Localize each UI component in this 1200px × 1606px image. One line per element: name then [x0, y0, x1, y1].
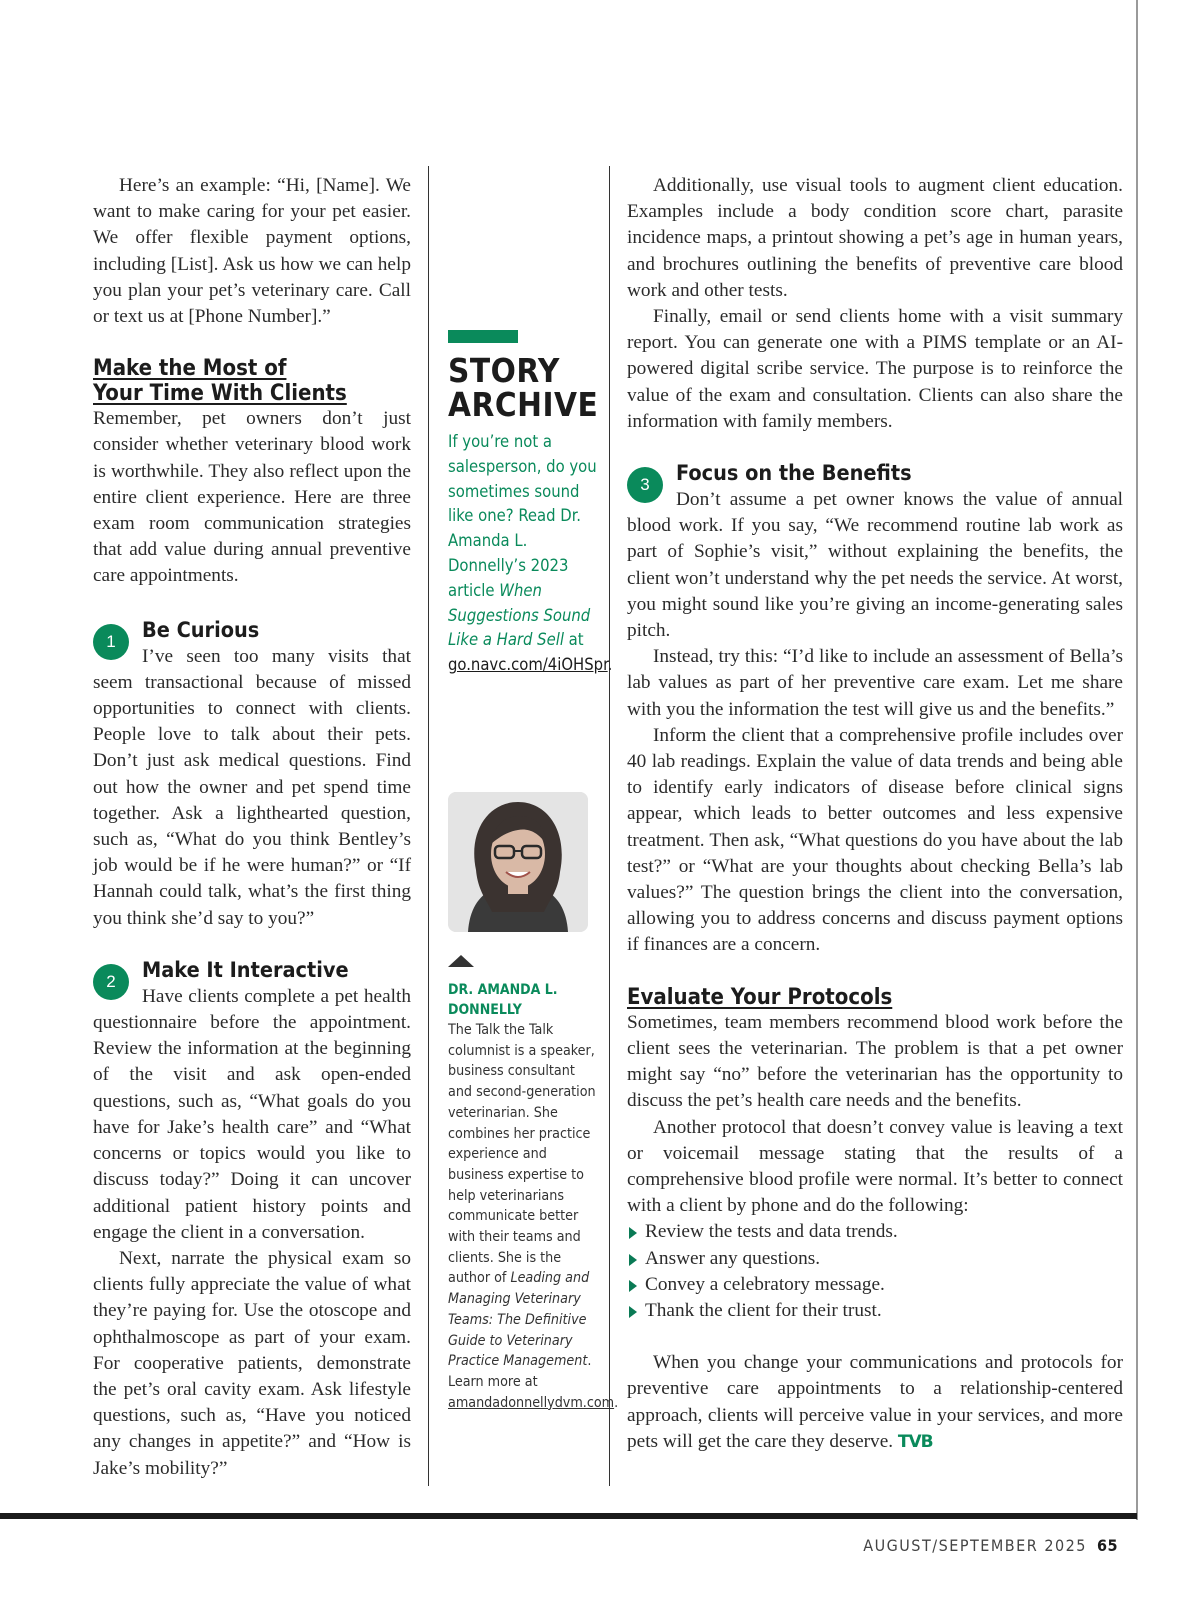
section-heading-evaluate-protocols: Evaluate Your Protocols — [627, 984, 893, 1010]
tip-2-continuation: Next, narrate the physical exam so clients fully appreciate the value of what they’re paying for. Use the otoscope and ophthalmoscope as part of your exam. For cooperative patients, demonstrate the pet’s oral cavity exam. Ask lifestyle questions, such as, “Have you noticed any changes in appetite?” and “How is Jake’s mobility?” — [93, 1247, 411, 1479]
left-column — [93, 173, 411, 1482]
section2-paragraph-2: Another protocol that doesn’t convey value is leaving a text or voicemail message stating that the results of a comprehensive blood profile were normal. It’s better to connect with a client by phone and do the following: — [627, 1116, 1123, 1217]
triangle-bullet-icon — [629, 1227, 637, 1239]
triangle-bullet-icon — [629, 1306, 637, 1318]
section1-paragraph: Remember, pet owners don’t just consider whether veterinary blood work is worthwhile. They also reflect upon the entire client experience. Here are three exam room communication strategies that add value during annual preventive care appointments. — [93, 408, 411, 587]
tip-2 — [93, 958, 411, 1246]
list-item — [627, 1272, 1123, 1298]
list-item — [627, 1298, 1123, 1324]
bio-mid: . Learn more at — [448, 1353, 592, 1390]
column-divider-left — [428, 166, 429, 1486]
list-item — [627, 1246, 1123, 1272]
list-item — [627, 1219, 1123, 1245]
tip-text: Don’t assume a pet owner knows the value of annual blood work. If you say, “We recommend routine lab work as part of Sophie’s visit,” without explaining the benefits, the client won’t understand why the pet needs the service. At worst, you might sound like you’re giving an income-generating sales pitch. — [627, 489, 1123, 642]
page-footer — [863, 1536, 1118, 1555]
section-heading-line1: Make the Most of — [93, 356, 287, 382]
list-item-text: Review the tests and data trends. — [645, 1221, 898, 1243]
teaser-at: at — [563, 630, 584, 650]
intro-paragraph: Here’s an example: “Hi, [Name]. We want to make caring for your pet easier. We offer flexible payment options, including [List]. Ask us how we can help you plan your pet’s veterinary care. Call or text us at [Phone Number].” — [93, 175, 411, 328]
closing-text: When you change your communications and protocols for preventive care appointments to a relationship-centered approach, clients will perceive value in your services, and more pets will get the care they deserve. — [627, 1352, 1123, 1452]
author-name: DR. AMANDA L. DONNELLY — [448, 982, 558, 1018]
bio-book-title: Leading and Managing Veterinary Teams: The Definitive Guide to Veterinary Practice Management — [448, 1270, 590, 1370]
sidebar-title-line1: STORY — [448, 351, 560, 390]
tip-3-continuation-2: Inform the client that a comprehensive profile includes over 40 lab readings. Explain the value of data trends and being able to identify early indicators of disease before clinical signs appear, which leads to better outcomes and less expensive treatment. Then ask, “What questions do you have about the lab test?” or “What are your thoughts about checking Bella’s lab values?” The question brings the client into the conversation, allowing you to address concerns and discuss payment options if finances are a concern. — [627, 724, 1123, 956]
right-paragraph-2: Finally, email or send clients home with a visit summary report. You can generate one with a PIMS template or an AI-powered digital scribe service. The purpose is to reinforce the value of the exam and consultation. Clients can also share the information with family members. — [627, 306, 1123, 432]
teaser-link[interactable]: go.navc.com/4iOHSpr — [448, 655, 608, 675]
teaser-end: . — [607, 655, 613, 675]
sidebar-title-line2: ARCHIVE — [448, 385, 599, 424]
tip-number-badge: 1 — [93, 624, 129, 660]
tip-text: Have clients complete a pet health questionnaire before the appointment. Review the information at the beginning of the visit and ask open-ended questions, such as, “What goals do you have for Jake’s health care” and “What concerns or topics would you like to discuss today?” Doing it can uncover additional patient history points and engage the client in a conversation. — [93, 985, 411, 1243]
tip-title: Focus on the Benefits — [676, 461, 912, 487]
section2-paragraph-1: Sometimes, team members recommend blood work before the client sees the veterinarian. The problem is that a pet owner might say “no” before the veterinarian has the opportunity to discuss the pet’s health care needs and the benefits. — [627, 1011, 1123, 1112]
issue-date: AUGUST/SEPTEMBER 2025 — [863, 1536, 1087, 1555]
sidebar-title — [448, 351, 608, 424]
list-item-text: Answer any questions. — [645, 1247, 821, 1269]
tip-title: Make It Interactive — [142, 957, 349, 983]
page-edge-rule — [1136, 0, 1138, 1520]
photo-caret-icon — [448, 955, 474, 967]
tip-3 — [627, 461, 1123, 644]
section-heading-make-the-most — [93, 356, 411, 406]
author-portrait-illustration — [448, 792, 588, 932]
page-number: 65 — [1096, 1536, 1118, 1555]
author-bio — [448, 1020, 619, 1413]
triangle-bullet-icon — [629, 1254, 637, 1266]
story-archive-sidebar — [448, 0, 619, 1480]
bio-link[interactable]: amandadonnellydvm.com — [448, 1394, 615, 1411]
follow-up-checklist — [627, 1219, 1123, 1324]
list-item-text: Thank the client for their trust. — [645, 1299, 882, 1321]
tip-number-badge: 2 — [93, 964, 129, 1000]
sidebar-teaser — [448, 430, 613, 678]
column-divider-right — [609, 166, 610, 1486]
teaser-lead: If you’re not a salesperson, do you sometimes sound like one? Read Dr. Amanda L. Donnelly’s 2023 article — [448, 432, 597, 600]
footer-rule — [0, 1513, 1137, 1519]
triangle-bullet-icon — [629, 1280, 637, 1292]
bio-lead: The Talk the Talk columnist is a speaker, business consultant and second-generation veterinarian. She combines her practice experience and business expertise to help veterinarians communicate better with their teams and clients. She is the author of — [448, 1022, 596, 1287]
right-paragraph-1: Additionally, use visual tools to augment client education. Examples include a body condition score chart, parasite incidence maps, a printout showing a pet’s age in human years, and brochures outlining the benefits of preventive care blood work and other tests. — [627, 175, 1123, 301]
tip-number-badge: 3 — [627, 467, 663, 503]
sidebar-accent-bar — [448, 330, 518, 343]
teaser-article-title: When Suggestions Sound Like a Hard Sell — [448, 580, 591, 650]
section-heading-line2: Your Time With Clients — [93, 381, 347, 407]
author-photo — [448, 792, 588, 932]
tip-1 — [93, 618, 411, 932]
tip-title: Be Curious — [142, 617, 260, 643]
tip-text: I’ve seen too many visits that seem transactional because of missed opportunities to connect with clients. People love to talk about their pets. Don’t just ask medical questions. Find out how the owner and pet spend time together. Ask a lighthearted question, such as, “What do you think Bentley’s job would be if he were human?” or “If Hannah could talk, what’s the first thing you think she’d say to you?” — [93, 645, 411, 929]
tip-3-continuation-1: Instead, try this: “I’d like to include an assessment of Bella’s lab values as part of her preventive care exam. Let me share with you the information the test will give us and the benefits.” — [627, 646, 1123, 720]
list-item-text: Convey a celebratory message. — [645, 1273, 885, 1295]
bio-end: . — [614, 1394, 619, 1411]
closing-paragraph — [627, 1350, 1123, 1455]
end-mark-logo: TVB — [897, 1431, 933, 1452]
right-column — [627, 173, 1123, 1455]
